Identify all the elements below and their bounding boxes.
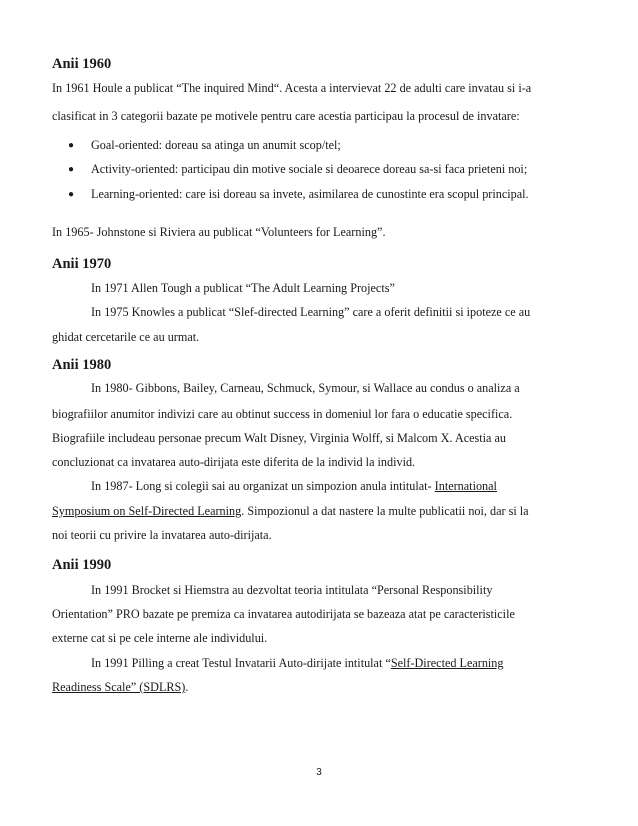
paragraph-line <box>52 680 188 695</box>
bullet-icon: ● <box>68 140 75 151</box>
heading-1980: Anii 1980 <box>52 357 112 373</box>
paragraph-line: In 1971 Allen Tough a publicat “The Adult Learning Projects” <box>91 281 395 295</box>
text-span: . <box>185 680 189 694</box>
paragraph-line: externe cat si pe cele interne ale individului. <box>52 631 268 645</box>
paragraph-line: In 1991 Brocket si Hiemstra au dezvoltat teoria intitulata “Personal Responsibility <box>91 583 493 597</box>
sdlrs-link[interactable]: Self-Directed Learning <box>390 656 504 670</box>
paragraph-line: In 1975 Knowles a publicat “Slef-directed Learning” care a oferit definitii si ipoteze ce au <box>91 305 531 319</box>
text-span: . Simpozionul a dat nastere la multe publicatii noi, dar si la <box>241 504 529 518</box>
list-item: Learning-oriented: care isi doreau sa invete, asimilarea de cunostinte era scopul principal. <box>91 187 529 201</box>
paragraph-line: In 1980- Gibbons, Bailey, Carneau, Schmuck, Symour, si Wallace au condus o analiza a <box>91 381 520 395</box>
paragraph-line: In 1965- Johnstone si Riviera au publicat “Volunteers for Learning”. <box>52 225 386 239</box>
symposium-link[interactable]: Symposium on Self-Directed Learning <box>52 504 242 518</box>
symposium-link[interactable]: International <box>434 479 497 493</box>
paragraph-line: clasificat in 3 categorii bazate pe motivele pentru care acestia participau la procesul de invatare: <box>52 109 520 123</box>
paragraph-line: biografiilor anumitor indivizi care au obtinut success in domeniul lor fara o educatie specifica. <box>52 407 513 421</box>
paragraph-line: noi teorii cu privire la invatarea auto-dirijata. <box>52 528 272 542</box>
text-span: In 1987- Long si colegii sai au organizat un simpozion anula intitulat- <box>91 479 432 493</box>
page-number: 3 <box>316 767 322 778</box>
sdlrs-link[interactable]: Readiness Scale” (SDLRS) <box>52 680 186 694</box>
paragraph-line <box>91 656 504 671</box>
bullet-icon: ● <box>68 189 75 200</box>
paragraph-line: Orientation” PRO bazate pe premiza ca invatarea autodirijata se bazeaza atat pe caracteristicile <box>52 607 515 621</box>
list-item: Activity-oriented: participau din motive sociale si deoarece doreau sa-si faca prieteni noi; <box>91 162 528 176</box>
heading-1990: Anii 1990 <box>52 557 112 573</box>
paragraph-line: In 1961 Houle a publicat “The inquired Mind“. Acesta a intervievat 22 de adulti care invatau si i-a <box>52 81 532 95</box>
paragraph-line: concluzionat ca invatarea auto-dirijata este diferita de la individ la individ. <box>52 455 416 469</box>
paragraph-line: Biografiile includeau personae precum Walt Disney, Virginia Wolff, si Malcom X. Acestia au <box>52 431 506 445</box>
paragraph-line <box>91 479 497 494</box>
list-item: Goal-oriented: doreau sa atinga un anumit scop/tel; <box>91 138 341 152</box>
heading-1970: Anii 1970 <box>52 256 112 272</box>
text-span: In 1991 Pilling a creat Testul Invatarii Auto-dirijate intitulat “ <box>91 656 391 670</box>
heading-1960: Anii 1960 <box>52 56 112 72</box>
bullet-icon: ● <box>68 164 75 175</box>
paragraph-line: ghidat cercetarile ce au urmat. <box>52 330 200 344</box>
paragraph-line <box>52 504 529 519</box>
